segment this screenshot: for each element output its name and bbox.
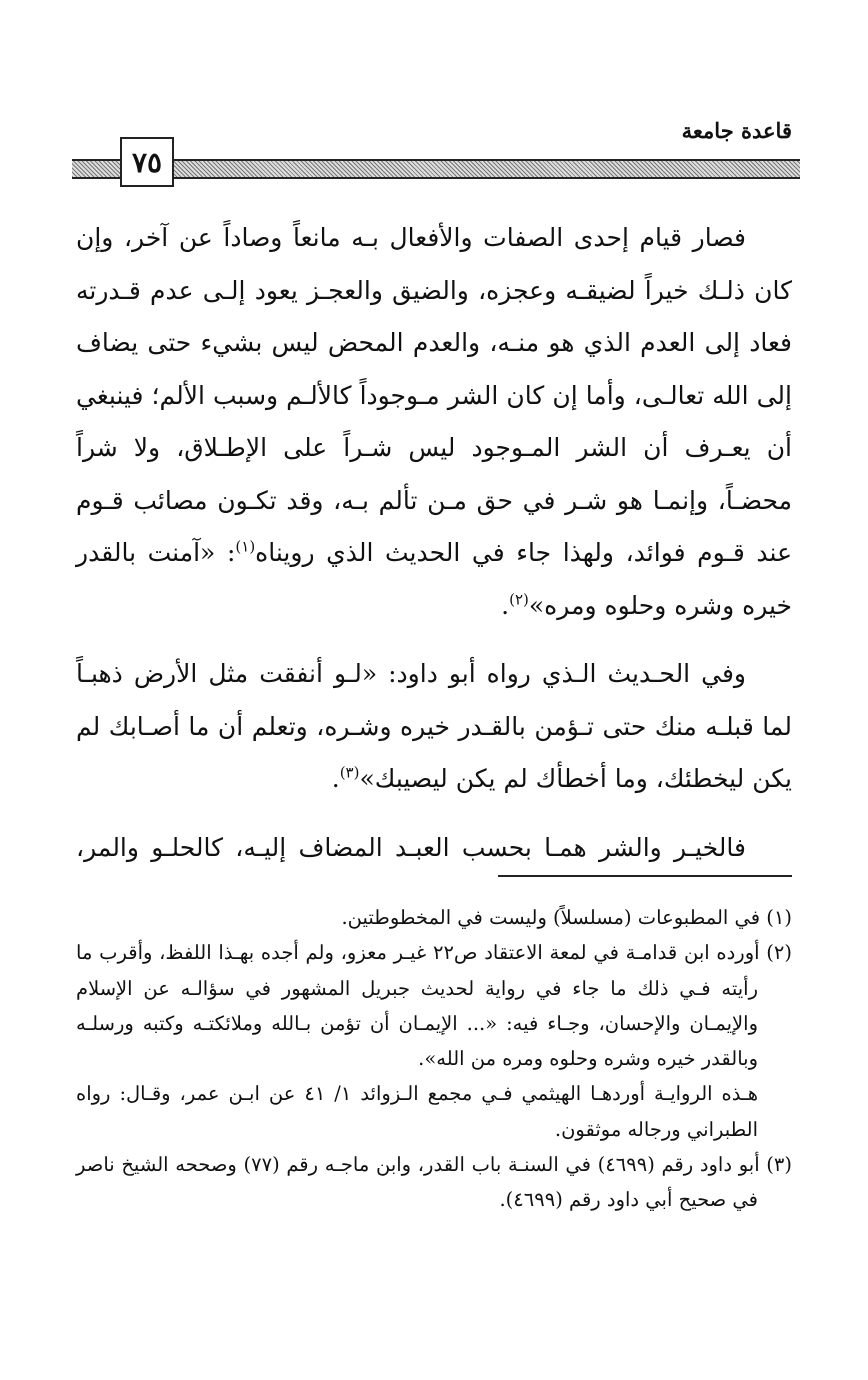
- header-ornament-bar: [172, 159, 800, 179]
- paragraph-2-text: وفي الحـديث الـذي رواه أبو داود: «لـو أنفقت مثل الأرض ذهبـاً لما قبلـه منك حتى تـؤمن بالقـدر خيره وشـره، وتعلم أن ما أصـابك لم يكن ليخطئك، وما أخطأك لم يكن ليصيبك»: [76, 659, 792, 793]
- header-ornament-bar-short: [72, 159, 120, 179]
- footnote-2: (٢) أورده ابن قدامـة في لمعة الاعتقاد ص٢٢ غيـر معزو، ولم أجده بهـذا اللفظ، وأقرب ما رأيته فـي ذلك ما جاء في رواية لحديث جبريل المشهور في سؤالـه عن الإسلام والإيمـان والإحسان، وجـاء فيه: «... الإيمـان أن تؤمن بـالله وملائكتـه وكتبه ورسلـه وبالقدر خيره وشره وحلوه ومره من الله».: [76, 941, 792, 1071]
- footnote-3: (٣) أبو داود رقم (٤٦٩٩) في السنـة باب القدر، وابن ماجـه رقم (٧٧) وصححه الشيخ ناصر في صحيح أبي داود رقم (٤٦٩٩).: [76, 1153, 792, 1212]
- paragraph-2-end: .: [331, 764, 340, 793]
- footnote-separator: [498, 875, 792, 877]
- footnote-ref-2: (٢): [509, 590, 529, 609]
- paragraph-1-end: .: [501, 590, 510, 620]
- footnote-ref-3: (٣): [339, 763, 360, 782]
- footnote-2-continuation: هـذه الروايـة أوردهـا الهيثمي فـي مجمع الـزوائد ١/ ٤١ عن ابـن عمر، وقـال: رواه الطبراني ورجاله موثقون.: [76, 1082, 759, 1141]
- paragraph-2: [76, 648, 792, 806]
- footnote-ref-1: (١): [235, 537, 256, 556]
- paragraph-1: [76, 212, 792, 632]
- page-number: ٧٥: [120, 137, 174, 187]
- footnotes: [76, 900, 792, 1218]
- running-title: قاعدة جامعة: [681, 118, 792, 143]
- paragraph-1-quote: : «آمنت بالقدر خيره وشره وحلوه ومره»: [76, 538, 792, 620]
- main-text: [76, 212, 792, 890]
- paragraph-3-text: فالخيـر والشر همـا بحسب العبـد المضاف إليـه، كالحلـو والمر،: [76, 832, 746, 862]
- footnote-1: (١) في المطبوعات (مسلسلاً) وليست في المخطوطتين.: [341, 906, 792, 929]
- paragraph-3: [76, 822, 792, 875]
- paragraph-1-text: فصار قيام إحدى الصفات والأفعال بـه مانعاً وصاداً عن آخر، وإن كان ذلـك خيراً لضيقـه وعجزه، والضيق والعجـز يعود إلـى عدم قـدرته فعاد إلى العدم الذي هو منـه، والعدم المحض ليس بشيء حتى يضاف إلى الله تعالـى، وأما إن كان الشر مـوجوداً كالألـم وسبب الألم؛ فينبغي أن يعـرف أن الشر المـوجود ليس شـراً على الإطـلاق، ولا شراً محضـاً، وإنمـا هو شـر في حق مـن تألم بـه، وقد تكـون مصائب قـوم عند قـوم فوائد، ولهذا جاء في الحديث الذي رويناه: [76, 223, 793, 567]
